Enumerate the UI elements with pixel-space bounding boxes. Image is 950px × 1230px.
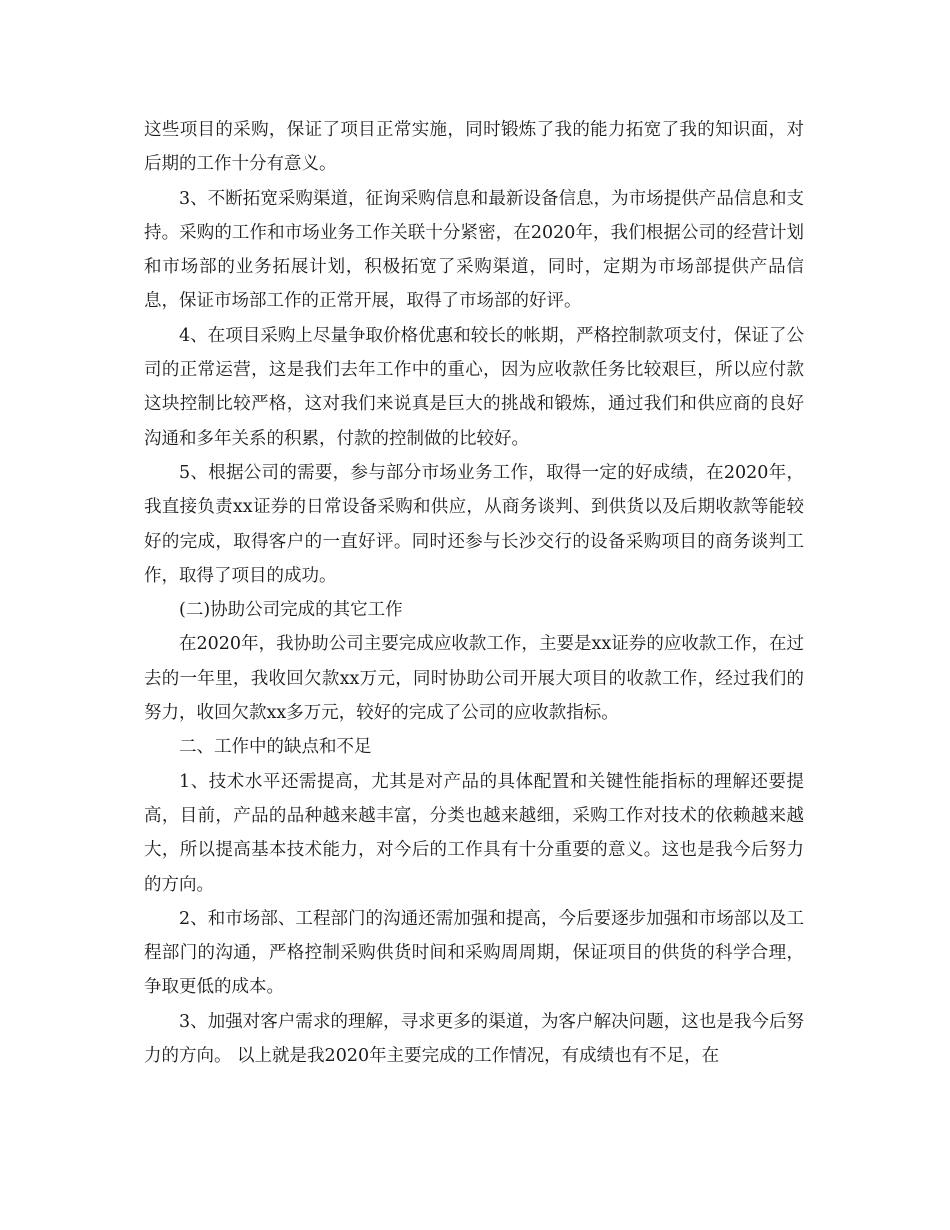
- section-heading-other-work: (二)协助公司完成的其它工作: [179, 600, 403, 621]
- paragraph-item-4: 4、在项目采购上尽量争取价格优惠和较长的帐期，严格控制款项支付，保证了公司的正常运营，这是我们去年工作中的重心，因为应收款任务比较艰巨，所以应付款这块控制比较严格，这对我们来说真是巨大的挑战和锻炼，通过我们和供应商的良好沟通和多年关系的积累，付款的控制做的比较好。: [144, 325, 804, 449]
- paragraph-shortcoming-1: 1、技术水平还需提高，尤其是对产品的具体配置和关键性能指标的理解还要提高，目前，产品的品种越来越丰富，分类也越来越细，采购工作对技术的依赖越来越大，所以提高基本技术能力，对今后的工作具有十分重要的意义。这也是我今后努力的方向。: [144, 771, 804, 895]
- paragraph-receivables: 在2020年，我协助公司主要完成应收款工作，主要是xx证券的应收款工作，在过去的一年里，我收回欠款xx万元，同时协助公司开展大项目的收款工作，经过我们的努力，收回欠款xx多万元，较好的完成了公司的应收款指标。: [144, 634, 804, 724]
- paragraph-continuation: 这些项目的采购，保证了项目正常实施，同时锻炼了我的能力拓宽了我的知识面，对后期的工作十分有意义。: [144, 120, 804, 175]
- document-body: [144, 113, 804, 1073]
- paragraph-item-5: 5、根据公司的需要，参与部分市场业务工作，取得一定的好成绩，在2020年，我直接负责xx证券的日常设备采购和供应，从商务谈判、到供货以及后期收款等能较好的完成，取得客户的一直好评。同时还参与长沙交行的设备采购项目的商务谈判工作，取得了项目的成功。: [144, 462, 804, 586]
- paragraph-shortcoming-2: 2、和市场部、工程部门的沟通还需加强和提高，今后要逐步加强和市场部以及工程部门的沟通，严格控制采购供货时间和采购周周期，保证项目的供货的科学合理，争取更低的成本。: [144, 908, 804, 998]
- paragraph-shortcoming-3: 3、加强对客户需求的理解，寻求更多的渠道，为客户解决问题，这也是我今后努力的方向。 以上就是我2020年主要完成的工作情况，有成绩也有不足，在: [144, 1011, 804, 1067]
- section-heading-shortcomings: 二、工作中的缺点和不足: [179, 737, 372, 758]
- paragraph-item-3: 3、不断拓宽采购渠道，征询采购信息和最新设备信息，为市场提供产品信息和支持。采购的工作和市场业务工作关联十分紧密，在2020年，我们根据公司的经营计划和市场部的业务拓展计划，积极拓宽了采购渠道，同时，定期为市场部提供产品信息，保证市场部工作的正常开展，取得了市场部的好评。: [144, 188, 804, 312]
